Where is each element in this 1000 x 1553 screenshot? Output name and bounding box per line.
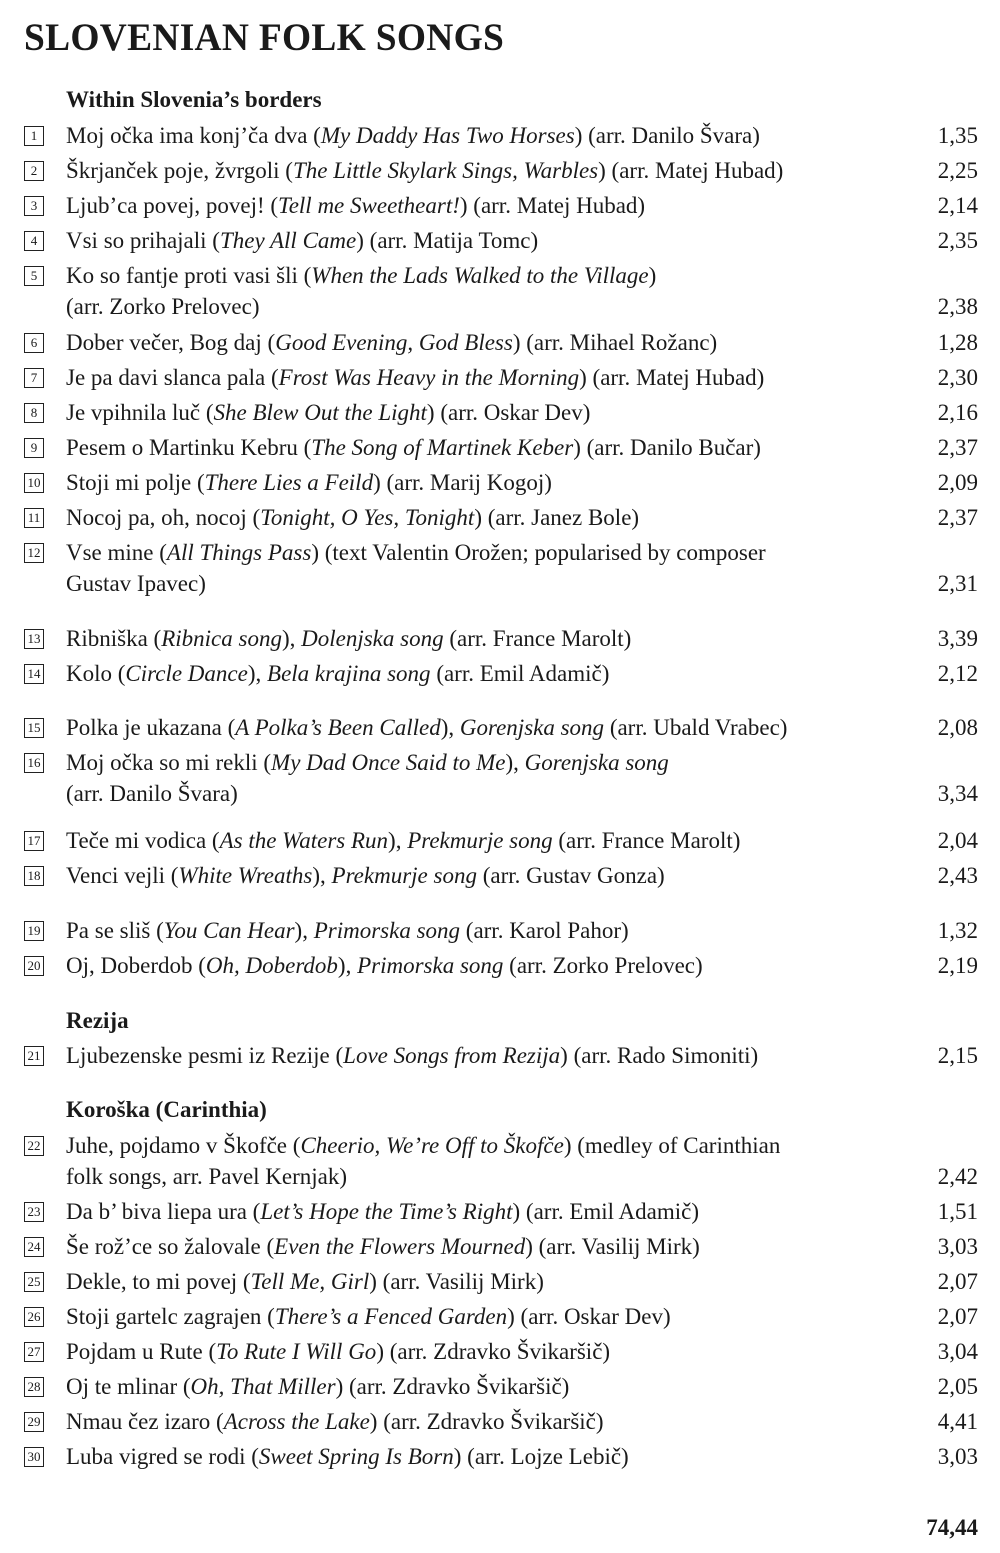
- title-text: ) (arr. Zdravko Švikaršič): [369, 1409, 604, 1434]
- english-title: As the Waters Run: [219, 828, 389, 853]
- track-number-box: 8: [24, 403, 44, 423]
- english-title: Prekmurje song: [331, 863, 477, 888]
- track-number-box: 19: [24, 921, 44, 941]
- track-number-box: 21: [24, 1046, 44, 1066]
- title-text: ) (arr. Rado Simoniti): [560, 1043, 759, 1068]
- track-title: [66, 432, 916, 463]
- track-title: [66, 658, 916, 689]
- track-number-box: 9: [24, 438, 44, 458]
- track-duration: 2,31: [937, 571, 978, 596]
- track-title: [66, 950, 916, 981]
- track-title: [66, 225, 916, 256]
- english-title: Frost Was Heavy in the Morning: [278, 365, 580, 390]
- english-title: She Blew Out the Light: [213, 400, 427, 425]
- title-text: ),: [312, 863, 332, 888]
- english-title: Gorenjska song: [524, 750, 669, 775]
- title-continuation: Gustav Ipavec): [66, 571, 206, 596]
- title-text: Venci vejli (: [66, 863, 179, 888]
- english-title: Ribnica song: [161, 626, 282, 651]
- track-number-box: 20: [24, 956, 44, 976]
- track-duration: 1,51: [937, 1199, 978, 1224]
- title-text: Je vpihnila luč (: [66, 400, 214, 425]
- title-text: (arr. Emil Adamič): [430, 661, 610, 686]
- title-text: Dekle, to mi povej (: [66, 1269, 251, 1294]
- english-title: Oh, That Miller: [190, 1374, 336, 1399]
- track-title: [66, 397, 916, 428]
- title-text: Pesem o Martinku Kebru (: [66, 435, 312, 460]
- title-text: ),: [388, 828, 408, 853]
- track-number-box: 2: [24, 161, 44, 181]
- track-number-box: 25: [24, 1272, 44, 1292]
- track-title: [66, 155, 916, 186]
- track-duration: 2,38: [937, 294, 978, 319]
- track-number-box: 4: [24, 231, 44, 251]
- english-title: My Daddy Has Two Horses: [320, 123, 575, 148]
- english-title: Gorenjska song: [459, 715, 605, 740]
- title-text: Ljubezenske pesmi iz Rezije (: [66, 1043, 344, 1068]
- track-duration: 1,35: [937, 123, 978, 148]
- title-text: ),: [337, 953, 358, 978]
- track-title: [66, 825, 916, 856]
- english-title: There Lies a Feild: [204, 470, 374, 495]
- title-text: ) (arr. Zdravko Švikaršič): [376, 1339, 611, 1364]
- title-text: ) (arr. Matej Hubad): [598, 158, 784, 183]
- english-title: Primorska song: [357, 953, 504, 978]
- title-text: (arr. Ubald Vrabec): [604, 715, 788, 740]
- title-text: ),: [440, 715, 460, 740]
- english-title: Circle Dance: [125, 661, 248, 686]
- track-title: [66, 1040, 916, 1071]
- track-title: [66, 362, 916, 393]
- title-text: ) (arr. Danilo Švara): [574, 123, 760, 148]
- track-number-box: 15: [24, 718, 44, 738]
- title-text: Še rož’ce so žalovale (: [66, 1234, 275, 1259]
- title-text: (arr. France Marolt): [443, 626, 632, 651]
- track-duration: 2,43: [937, 863, 978, 888]
- english-title: Oh, Doberdob: [205, 953, 338, 978]
- title-text: Da b’ biva liepa ura (: [66, 1199, 261, 1224]
- title-text: Luba vigred se rodi (: [66, 1444, 259, 1469]
- track-duration: 2,08: [937, 715, 978, 740]
- track-duration: 2,04: [937, 828, 978, 853]
- track-title: [66, 1336, 916, 1367]
- track-duration: 2,16: [937, 400, 978, 425]
- english-title: Cheerio, We’re Off to Škofče: [300, 1133, 564, 1158]
- title-text: Stoji mi polje (: [66, 470, 205, 495]
- track-duration: 2,37: [937, 435, 978, 460]
- track-number-box: 7: [24, 368, 44, 388]
- track-title: [66, 467, 916, 498]
- english-title: Primorska song: [313, 918, 461, 943]
- track-duration: 2,30: [937, 365, 978, 390]
- track-number-box: 23: [24, 1202, 44, 1222]
- english-title: When the Lads Walked to the Village: [311, 263, 649, 288]
- title-text: ) (arr. Zdravko Švikaršič): [335, 1374, 570, 1399]
- english-title: To Rute I Will Go: [216, 1339, 377, 1364]
- track-title: [66, 1130, 916, 1192]
- page-title: SLOVENIAN FOLK SONGS: [24, 16, 505, 59]
- track-duration: 1,32: [937, 918, 978, 943]
- track-duration: 3,39: [937, 626, 978, 651]
- title-text: ) (arr. Vasilij Mirk): [525, 1234, 700, 1259]
- english-title: Bela krajina song: [267, 661, 431, 686]
- track-title: [66, 502, 916, 533]
- track-duration: 2,19: [937, 953, 978, 978]
- title-text: Teče mi vodica (: [66, 828, 220, 853]
- english-title: You Can Hear: [163, 918, 295, 943]
- track-duration: 2,05: [937, 1374, 978, 1399]
- track-title: [66, 1301, 916, 1332]
- track-duration: 2,37: [937, 505, 978, 530]
- track-number-box: 27: [24, 1342, 44, 1362]
- track-number-box: 1: [24, 126, 44, 146]
- track-duration: 4,41: [937, 1409, 978, 1434]
- track-number-box: 29: [24, 1412, 44, 1432]
- title-text: ) (arr. Matej Hubad): [459, 193, 646, 218]
- title-text: ) (arr. Danilo Bučar): [573, 435, 761, 460]
- track-title: [66, 1266, 916, 1297]
- track-duration: 2,09: [937, 470, 978, 495]
- title-text: Oj, Doberdob (: [66, 953, 206, 978]
- title-continuation: folk songs, arr. Pavel Kernjak): [66, 1164, 348, 1189]
- track-duration: 2,15: [937, 1043, 978, 1068]
- english-title: White Wreaths: [178, 863, 313, 888]
- title-text: Stoji gartelc zagrajen (: [66, 1304, 275, 1329]
- section-heading-koroska: Koroška (Carinthia): [66, 1097, 267, 1122]
- track-title: [66, 1231, 916, 1262]
- track-title: [66, 537, 916, 599]
- title-text: Nmau čez izaro (: [66, 1409, 224, 1434]
- track-number-box: 11: [24, 508, 44, 528]
- title-text: ),: [294, 918, 314, 943]
- track-title: [66, 712, 916, 743]
- english-title: My Dad Once Said to Me: [271, 750, 506, 775]
- track-number-box: 6: [24, 333, 44, 353]
- title-text: (arr. Gustav Gonza): [476, 863, 665, 888]
- title-text: Polka je ukazana (: [66, 715, 236, 740]
- english-title: Dolenjska song: [301, 626, 444, 651]
- title-text: ) (arr. Matija Tomc): [356, 228, 539, 253]
- english-title: Even the Flowers Mourned: [274, 1234, 526, 1259]
- title-text: Je pa davi slanca pala (: [66, 365, 279, 390]
- track-title: [66, 1196, 916, 1227]
- track-number-box: 22: [24, 1136, 44, 1156]
- title-text: Pojdam u Rute (: [66, 1339, 217, 1364]
- track-duration: 1,28: [937, 330, 978, 355]
- total-duration: 74,44: [926, 1515, 978, 1540]
- title-text: Kolo (: [66, 661, 126, 686]
- english-title: Love Songs from Rezija: [343, 1043, 561, 1068]
- track-number-box: 26: [24, 1307, 44, 1327]
- title-text: Pa se sliš (: [66, 918, 164, 943]
- track-title: [66, 1371, 916, 1402]
- english-title: Tell Me, Girl: [250, 1269, 370, 1294]
- title-text: ) (arr. Matej Hubad): [579, 365, 765, 390]
- title-text: ) (arr. Oskar Dev): [507, 1304, 671, 1329]
- track-duration: 2,12: [937, 661, 978, 686]
- title-text: Moj očka so mi rekli (: [66, 750, 272, 775]
- title-text: ) (arr. Vasilij Mirk): [369, 1269, 544, 1294]
- english-title: Sweet Spring Is Born: [258, 1444, 454, 1469]
- track-number-box: 24: [24, 1237, 44, 1257]
- track-duration: 3,34: [937, 781, 978, 806]
- english-title: Across the Lake: [223, 1409, 370, 1434]
- title-text: Juhe, pojdamo v Škofče (: [66, 1133, 301, 1158]
- title-text: Ko so fantje proti vasi šli (: [66, 263, 312, 288]
- track-duration: 2,35: [937, 228, 978, 253]
- track-number-box: 5: [24, 266, 44, 286]
- track-title: [66, 747, 916, 809]
- section-heading-slovenia: Within Slovenia’s borders: [66, 87, 322, 112]
- title-text: ),: [505, 750, 525, 775]
- english-title: Let’s Hope the Time’s Right: [260, 1199, 513, 1224]
- track-number-box: 3: [24, 196, 44, 216]
- title-text: Dober večer, Bog daj (: [66, 330, 276, 355]
- track-title: [66, 260, 916, 322]
- track-number-box: 28: [24, 1377, 44, 1397]
- track-number-box: 13: [24, 629, 44, 649]
- english-title: All Things Pass: [166, 540, 312, 565]
- title-text: ) (text Valentin Orožen; popularised by composer: [311, 540, 766, 565]
- track-title: [66, 915, 916, 946]
- track-title: [66, 327, 916, 358]
- track-number-box: 14: [24, 664, 44, 684]
- track-number-box: 18: [24, 866, 44, 886]
- title-text: ) (arr. Marij Kogoj): [373, 470, 552, 495]
- title-text: Ribniška (: [66, 626, 162, 651]
- track-number-box: 30: [24, 1447, 44, 1467]
- title-text: Moj očka ima konj’ča dva (: [66, 123, 321, 148]
- english-title: Good Evening, God Bless: [275, 330, 513, 355]
- track-title: [66, 190, 916, 221]
- title-text: ): [648, 263, 657, 288]
- english-title: They All Came: [219, 228, 357, 253]
- track-title: [66, 1441, 916, 1472]
- track-title: [66, 860, 916, 891]
- title-text: (arr. Karol Pahor): [460, 918, 629, 943]
- track-duration: 2,42: [937, 1164, 978, 1189]
- section-heading-rezija: Rezija: [66, 1008, 129, 1033]
- track-duration: 3,04: [937, 1339, 978, 1364]
- title-text: Škrjanček poje, žvrgoli (: [66, 158, 293, 183]
- title-text: Vse mine (: [66, 540, 167, 565]
- title-text: ) (arr. Oskar Dev): [426, 400, 591, 425]
- track-number-box: 16: [24, 753, 44, 773]
- track-duration: 2,14: [937, 193, 978, 218]
- title-text: ) (medley of Carinthian: [563, 1133, 781, 1158]
- title-text: ) (arr. Emil Adamič): [512, 1199, 700, 1224]
- track-duration: 3,03: [937, 1444, 978, 1469]
- title-continuation: (arr. Zorko Prelovec): [66, 294, 260, 319]
- title-text: ) (arr. Lojze Lebič): [453, 1444, 629, 1469]
- title-text: ) (arr. Mihael Rožanc): [512, 330, 718, 355]
- title-text: (arr. France Marolt): [552, 828, 741, 853]
- track-number-box: 12: [24, 543, 44, 563]
- title-continuation: (arr. Danilo Švara): [66, 781, 238, 806]
- title-text: Ljub’ca povej, povej! (: [66, 193, 279, 218]
- track-duration: 3,03: [937, 1234, 978, 1259]
- track-duration: 2,07: [937, 1304, 978, 1329]
- title-text: Nocoj pa, oh, nocoj (: [66, 505, 261, 530]
- track-duration: 2,25: [937, 158, 978, 183]
- title-text: Vsi so prihajali (: [66, 228, 220, 253]
- english-title: A Polka’s Been Called: [235, 715, 441, 740]
- track-title: [66, 623, 916, 654]
- title-text: ),: [247, 661, 268, 686]
- track-title: [66, 120, 916, 151]
- english-title: Tonight, O Yes, Tonight: [260, 505, 475, 530]
- track-number-box: 10: [24, 473, 44, 493]
- title-text: (arr. Zorko Prelovec): [503, 953, 703, 978]
- title-text: ) (arr. Janez Bole): [474, 505, 640, 530]
- english-title: The Song of Martinek Keber: [311, 435, 574, 460]
- title-text: ),: [281, 626, 302, 651]
- track-number-box: 17: [24, 831, 44, 851]
- english-title: There’s a Fenced Garden: [274, 1304, 508, 1329]
- english-title: The Little Skylark Sings, Warbles: [292, 158, 599, 183]
- title-text: Oj te mlinar (: [66, 1374, 191, 1399]
- english-title: Tell me Sweetheart!: [278, 193, 460, 218]
- english-title: Prekmurje song: [407, 828, 553, 853]
- track-duration: 2,07: [937, 1269, 978, 1294]
- track-title: [66, 1406, 916, 1437]
